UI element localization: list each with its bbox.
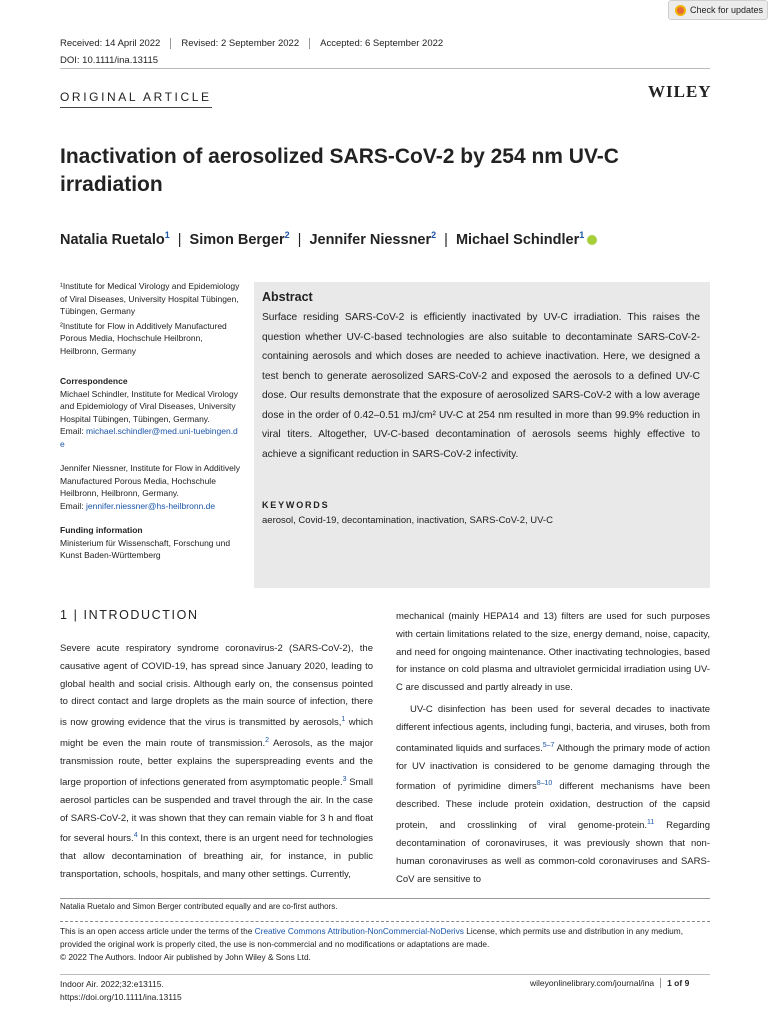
- body-text: UV-C disinfection has been used for several decades to inactivate different infectious agents, including fungi, bacteria, and viruses, both from contaminated liquids and surfaces.: [396, 703, 710, 754]
- citation-ref[interactable]: 2: [265, 737, 269, 745]
- funding: [60, 524, 240, 562]
- author-affiliation[interactable]: 2: [284, 230, 290, 240]
- author-affiliation[interactable]: 2: [431, 230, 437, 240]
- correspondence-1: [60, 388, 240, 451]
- footer-divider: [60, 974, 710, 975]
- accepted-date: Accepted: 6 September 2022: [320, 38, 444, 49]
- citation-ref[interactable]: 3: [342, 775, 347, 783]
- body-column-1: [60, 640, 373, 884]
- footer-right: [530, 978, 689, 988]
- license-notice: [60, 925, 710, 964]
- correspondence-2: [60, 462, 240, 512]
- doi: DOI: 10.1111/ina.13115: [60, 55, 159, 66]
- correspondence-2-text: Jennifer Niessner, Institute for Flow in Additively Manufactured Porous Media, Hochschule Heilbronn, Heilbronn, Germany.: [60, 463, 240, 498]
- license-text: This is an open access article under the terms of the: [60, 926, 255, 936]
- affiliations: [60, 280, 240, 357]
- body-text: Severe acute respiratory syndrome coronavirus-2 (SARS-CoV-2), the causative agent of COVID-19, has spread since January 2020, leading to global health and social crisis. Although early on, the consensus pointed to direct contact and large droplets as the main source of infection, there is now growing evidence that the virus is transmitted by aerosols,: [60, 643, 373, 729]
- citation-ref[interactable]: 5–7: [542, 741, 555, 749]
- author-name[interactable]: Jennifer Niessner: [309, 231, 432, 248]
- body-column-2: [396, 608, 710, 888]
- received-date: Received: 14 April 2022: [60, 38, 171, 49]
- author-affiliation[interactable]: 1: [164, 230, 170, 240]
- check-for-updates-label: Check for updates: [690, 5, 764, 15]
- article-dates: [60, 38, 463, 49]
- paragraph: [396, 701, 710, 888]
- email-link-schindler[interactable]: michael.schindler@med.uni-tuebingen.de: [60, 426, 238, 449]
- author-name[interactable]: Simon Berger: [189, 231, 285, 248]
- abstract-heading: Abstract: [262, 290, 313, 304]
- page-number: 1 of 9: [660, 978, 689, 988]
- body-text: In this context, there is an urgent need for technologies that allow decontamination of breathing air, for instance, in public transportation, schools, hospitals, and many other settings. Currently,: [60, 833, 373, 881]
- author-name[interactable]: Natalia Ruetalo: [60, 231, 165, 248]
- article-title: Inactivation of aerosolized SARS-CoV-2 by 254 nm UV-C irradiation: [60, 145, 619, 196]
- orcid-icon[interactable]: [587, 235, 597, 245]
- author-affiliation[interactable]: 1: [579, 230, 585, 240]
- header-divider: [60, 68, 710, 69]
- body-text: Regarding decontamination of coronaviruses, it was previously shown that non-human coronaviruses as well as common-cold coronaviruses and SARS-CoV are sensitive to: [396, 820, 710, 885]
- affiliation-1: ¹Institute for Medical Virology and Epidemiology of Viral Diseases, University Hospital Tübingen, Tübingen, Germany: [60, 281, 240, 316]
- funding-heading: Funding information: [60, 525, 143, 535]
- email-link-niessner[interactable]: jennifer.niessner@hs-heilbronn.de: [85, 500, 216, 511]
- body-text: Although the primary mode of action for UV inactivation is considered to be genome damaging through the formation of pyrimidine dimers: [396, 742, 710, 793]
- email-label: Email:: [60, 500, 86, 511]
- author-list: [60, 230, 597, 248]
- revised-date: Revised: 2 September 2022: [181, 38, 310, 49]
- author-name[interactable]: Michael Schindler: [455, 231, 580, 248]
- license-text: License, which permits use and distribution in any medium, provided the original work is properly cited, the use is non-commercial and no modifications or adaptations are made.: [60, 926, 684, 949]
- check-for-updates-button[interactable]: [668, 0, 768, 20]
- footnote: Natalia Ruetalo and Simon Berger contributed equally and are co-first authors.: [60, 902, 338, 911]
- publisher-logo: WILEY: [648, 82, 712, 101]
- body-text: different mechanisms have been described. These include protein oxidation, destruction of the capsid protein, and crosslinking of viral genome-protein.: [396, 781, 710, 832]
- citation-ref[interactable]: 8–10: [536, 780, 553, 788]
- crossmark-icon: [675, 5, 686, 16]
- citation-ref[interactable]: 1: [341, 716, 346, 724]
- citation-ref[interactable]: 4: [133, 832, 138, 840]
- footer-citation: [60, 978, 182, 1004]
- citation-ref[interactable]: 11: [647, 819, 655, 827]
- author-separator: |: [444, 231, 448, 248]
- license-divider: [60, 921, 710, 922]
- author-separator: |: [297, 231, 302, 248]
- correspondence: [60, 375, 240, 562]
- keywords-heading: KEYWORDS: [262, 500, 330, 510]
- correspondence-1-text: Michael Schindler, Institute for Medical Virology and Epidemiology of Viral Diseases, University Hospital Tübingen, Tübingen, Germany.: [60, 388, 238, 424]
- body-text: which might be even the main route of transmission.: [60, 717, 373, 750]
- affiliation-2: ²Institute for Flow in Additively Manufactured Porous Media, Hochschule Heilbronn, Heilbronn, Germany: [60, 320, 227, 356]
- doi-link[interactable]: https://doi.org/10.1111/ina.13115: [60, 992, 182, 1002]
- correspondence-heading: Correspondence: [60, 376, 128, 386]
- author-separator: |: [177, 231, 182, 248]
- body-text: Aerosols, as the major transmission route, better explains the superspreading events and the large proportion of infections generated from asymptomatic people.: [60, 738, 373, 789]
- journal-citation: Indoor Air. 2022;32:e13115.: [60, 979, 164, 989]
- article-type: ORIGINAL ARTICLE: [60, 90, 212, 108]
- body-text: Small aerosol particles can be suspended and travel through the air. In the case of SARS-CoV-2, it was shown that they can remain viable for 3 h and float for several hours.: [60, 777, 373, 845]
- funding-text: Ministerium für Wissenschaft, Forschung und Kunst Baden-Württemberg: [60, 537, 231, 560]
- license-link[interactable]: Creative Commons Attribution-NonCommercial-NoDerivs: [254, 926, 464, 936]
- email-label: Email:: [60, 426, 86, 436]
- paragraph: mechanical (mainly HEPA14 and 13) filters are used for such purposes with certain limitations related to the size, energy demand, noise, capacity, and need for ongoing maintenance. Other inactivating technologies, based for instance on cold plasma and ultraviolet germicidal irradiation using UV-C are discussed and partly already in use.: [396, 611, 710, 694]
- section-heading: 1 | INTRODUCTION: [60, 608, 199, 622]
- journal-link[interactable]: wileyonlinelibrary.com/journal/ina: [530, 978, 655, 988]
- abstract-text: Surface residing SARS-CoV-2 is efficiently inactivated by UV-C irradiation. This raises the question whether UV-C-based technologies are also suitable to decontaminate SARS-CoV-2- containing aerosols and which doses are needed to achieve inactivation. Here, we designed a test bench to generate aerosolized SARS-CoV-2 and exposed the aerosols to a defined UV-C dose. Our results demonstrate that the exposure of aerosolized SARS-CoV-2 with a low average dose in the order of 0.42–0.51 mJ/cm² UV-C at 254 nm resulted in more than 99.9% reduction in viral titers. Altogether, UV-C-based decontamination of aerosols seems highly effective to achieve a significant reduction in SARS-CoV-2 infectivity.: [262, 312, 700, 460]
- copyright: © 2022 The Authors. Indoor Air published by John Wiley & Sons Ltd.: [60, 952, 311, 962]
- keywords-text: aerosol, Covid-19, decontamination, inactivation, SARS-CoV-2, UV-C: [262, 515, 553, 526]
- footnote-divider: [60, 898, 710, 899]
